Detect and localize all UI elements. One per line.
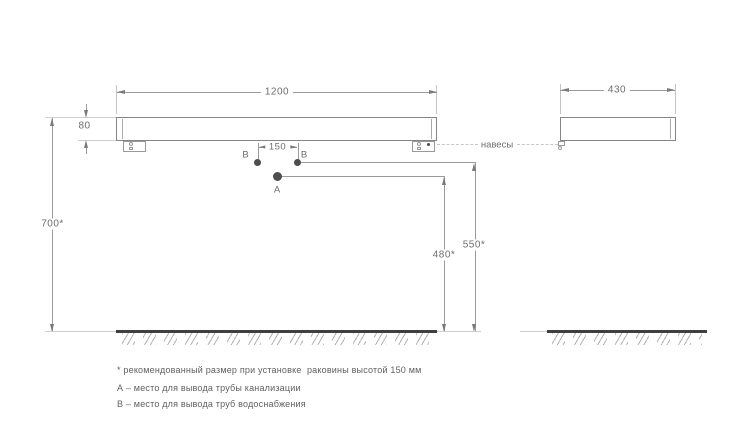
arrow-left-icon	[117, 90, 125, 94]
extension-line	[437, 331, 481, 332]
floor-line-right	[547, 330, 707, 333]
bracket-screw-dot	[427, 143, 430, 146]
footnote-point-a: А – место для вывода трубы канализации	[117, 383, 301, 393]
arrow-right-icon	[289, 145, 297, 149]
callout-dashed-line	[517, 144, 558, 145]
dim-outlet-a-height-value: 480*	[429, 250, 460, 261]
mounting-bracket-left	[123, 141, 146, 152]
keyhole-slot-icon	[417, 147, 421, 150]
callout-dashed-line	[437, 144, 478, 145]
cabinet-front-view	[116, 117, 437, 141]
extension-line	[45, 117, 116, 118]
arrow-down-icon	[84, 110, 88, 118]
panel-edge-line	[122, 119, 123, 139]
dim-front-height-value: 80	[74, 121, 94, 132]
dim-front-width-value: 1200	[261, 87, 293, 98]
panel-edge-line	[670, 119, 671, 139]
mounting-bracket-right	[412, 141, 435, 152]
keyhole-icon	[129, 142, 133, 146]
leader-line-a	[282, 176, 445, 177]
dim-outlet-spacing-value: 150	[265, 142, 290, 153]
mounting-bracket-side	[558, 141, 565, 146]
footnote-point-b: В – место для вывода труб водоснабжения	[117, 399, 306, 409]
point-b-right-label: B	[300, 149, 308, 161]
point-a-label: A	[273, 184, 281, 195]
dim-outlet-b-height-value: 550*	[459, 240, 490, 251]
extension-line	[45, 331, 116, 332]
floor-hatching-left	[122, 333, 437, 345]
cabinet-side-view	[560, 117, 676, 141]
dim-floor-to-top-value: 700*	[37, 219, 68, 230]
bracket-hook-icon	[558, 146, 562, 150]
arrow-left-icon	[561, 88, 569, 92]
hangers-label: навесы	[480, 139, 514, 151]
dim-side-depth-value: 430	[604, 85, 630, 96]
panel-edge-line	[431, 119, 432, 139]
keyhole-icon	[417, 142, 421, 146]
leader-line-b	[298, 162, 475, 163]
arrow-right-icon	[429, 90, 437, 94]
footnote-recommended-size: * рекомендованный размер при установке раковины высотой 150 мм	[117, 365, 422, 375]
extension-line	[520, 331, 547, 332]
floor-line-left	[116, 330, 437, 333]
arrow-right-icon	[667, 88, 675, 92]
arrow-up-icon	[84, 140, 88, 148]
keyhole-slot-icon	[129, 147, 133, 150]
arrow-up-icon	[50, 118, 54, 126]
outlet-point-a	[273, 172, 282, 181]
floor-hatching-right	[552, 333, 702, 345]
dim-front-height-line	[86, 148, 87, 154]
point-b-left-label: B	[242, 149, 249, 161]
outlet-point-b-left	[254, 159, 261, 166]
extension-tick	[298, 143, 299, 160]
arrow-up-icon	[442, 177, 446, 185]
arrow-up-icon	[472, 163, 476, 171]
